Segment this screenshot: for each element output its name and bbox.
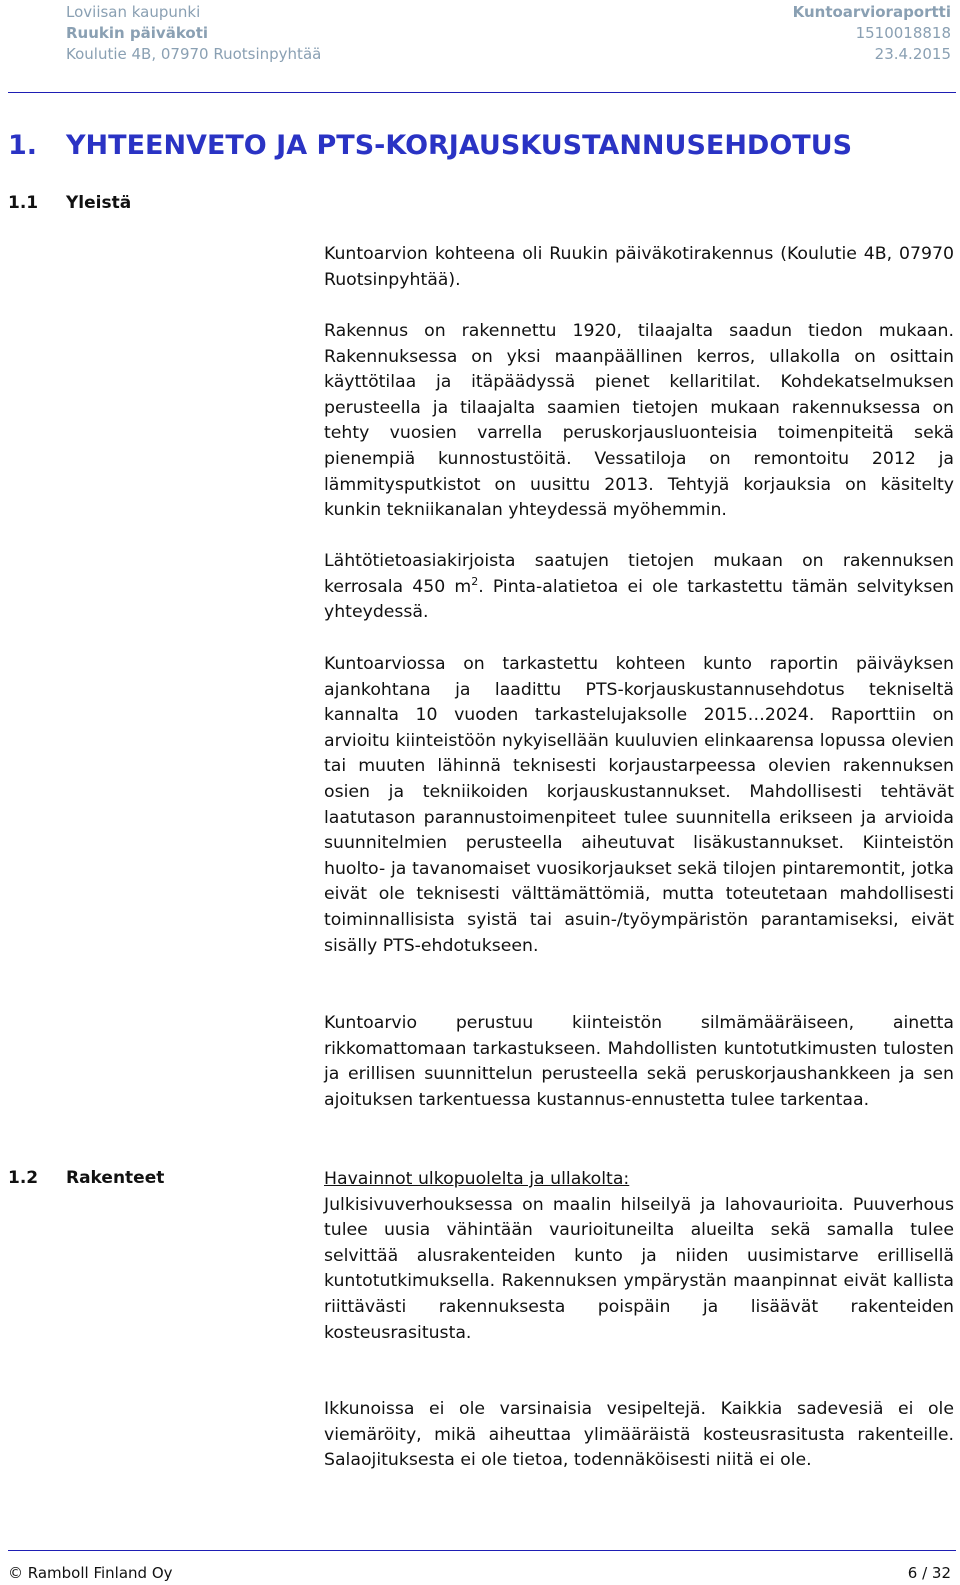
main-heading-number: 1. <box>8 130 38 161</box>
footer-page-number: 6 / 32 <box>907 1564 951 1582</box>
kerrosala-text: Lähtötietoasiakirjoista saatujen tietojen mukaan on rakennuksen kerrosala 450 m <box>324 551 954 597</box>
kerrosala-text-rest: . Pinta-alatietoa ei ole tarkastettu tämän selvityksen yhteydessä. <box>324 576 955 623</box>
header-report-type: Kuntoarvioraportti <box>792 3 951 21</box>
header-project-number: 1510018818 <box>855 24 951 42</box>
section-title: Yleistä <box>66 193 132 213</box>
main-heading <box>8 128 852 164</box>
paragraph-kohde: Kuntoarvion kohteena oli Ruukin päiväkotirakennus (Koulutie 4B, 07970 Ruotsinpyhtää). <box>324 244 954 290</box>
header-property: Ruukin päiväkoti <box>66 24 209 42</box>
footer-copyright: © Ramboll Finland Oy <box>8 1564 173 1582</box>
paragraph-julkisivu <box>324 1167 954 1346</box>
paragraph-rakennus: Rakennus on rakennettu 1920, tilaajalta saadun tiedon mukaan. Rakennuksessa on yksi maanpäällinen kerros, ullakolla on osittain käyttötilaa ja itäpäädyssä pienet kellaritilat. Kohdekatselmuksen perusteella ja tilaajalta saamien tietojen mukaan rakennuksessa on tehty vuosien varrella peruskorjausluonteisia toimenpiteitä sekä pienempiä kunnostustöitä. Vessatiloja on remontoitu 2012 ja lämmitysputkistot on uusittu 2013. Tehtyjä korjauksia on käsitelty kunkin tekniikanalan yhteydessä myöhemmin. <box>324 321 954 521</box>
section-number: 1.2 <box>8 1168 39 1188</box>
header-address: Koulutie 4B, 07970 Ruotsinpyhtää <box>66 45 322 63</box>
paragraph-kerrosala <box>324 549 954 626</box>
section-title: Rakenteet <box>66 1168 165 1188</box>
superscript-2: 2 <box>471 574 479 588</box>
paragraph-kuntoarvio-scope: Kuntoarviossa on tarkastettu kohteen kunto raportin päiväyksen ajankohtana ja laadittu PTS-korjauskustannusehdotus tekniseltä kannalta 10 vuoden tarkastelujaksolle 2015…2024. Raporttiin on arvioitu kiinteistöön nykyisellään kuuluvien elinkaarensa lopussa olevien tai muuten lähinnä teknisesti korjaustarpeessa olevien rakennuksen osien ja tekniikoiden korjauskustannukset. Mahdollisesti tehtävät laatutason parannustoimenpiteet tulee suunnitella erikseen ja arvioida suunnitelmien perusteella aiheutuvat lisäkustannukset. Kiinteistön huolto- ja tavanomaiset vuosikorjaukset sekä tilojen pintaremontit, jotka eivät ole teknisesti välttämättömiä, mutta toteutetaan mahdollisesti toiminnallisista syistä tai asuin-/työympäristön parantamiseksi, eivät sisälly PTS-ehdotukseen. <box>324 654 954 956</box>
header-divider <box>8 92 956 93</box>
paragraph-kuntoarvio-basis: Kuntoarvio perustuu kiinteistön silmämääräiseen, ainetta rikkomattomaan tarkastukseen. Mahdollisten kuntotutkimusten tulosten ja erillisen suunnittelun perusteella sekä peruskorjaushankkeen ja sen ajoituksen tarkentuessa kustannus-ennustetta tulee tarkentaa. <box>324 1013 954 1110</box>
paragraph-ikkunat: Ikkunoissa ei ole varsinaisia vesipeltejä. Kaikkia sadevesiä ei ole viemäröity, mikä aiheuttaa ylimääräistä kosteusrasitusta rakenteille. Salaojituksesta ei ole tietoa, todennäköisesti niitä ei ole. <box>324 1399 954 1471</box>
section-heading-yleista <box>8 191 131 215</box>
header-municipality: Loviisan kaupunki <box>66 3 201 21</box>
header-left <box>66 2 321 65</box>
section-heading-rakenteet <box>8 1166 164 1190</box>
julkisivu-text: Julkisivuverhouksessa on maalin hilseilyä ja lahovaurioita. Puuverhous tulee uusia vähintään vaurioituneilta alueilta sekä samalla tulee selvittää alusrakenteiden kunto ja niiden uusimistarve erillisellä kuntotutkimuksella. Rakennuksen ympärystän maanpinnat eivät kallista riittävästi rakennuksesta poispäin ja lisäävät rakenteiden kosteusrasitusta. <box>324 1194 954 1343</box>
page-footer <box>0 1550 960 1585</box>
section-number: 1.1 <box>8 193 39 213</box>
subheading-havainnot: Havainnot ulkopuolelta ja ullakolta: <box>324 1169 630 1189</box>
header-right <box>793 2 951 65</box>
header-date: 23.4.2015 <box>874 45 951 63</box>
footer-divider <box>8 1550 956 1551</box>
main-heading-title: YHTEENVETO JA PTS-KORJAUSKUSTANNUSEHDOTUS <box>66 130 853 161</box>
page-header <box>0 0 960 92</box>
